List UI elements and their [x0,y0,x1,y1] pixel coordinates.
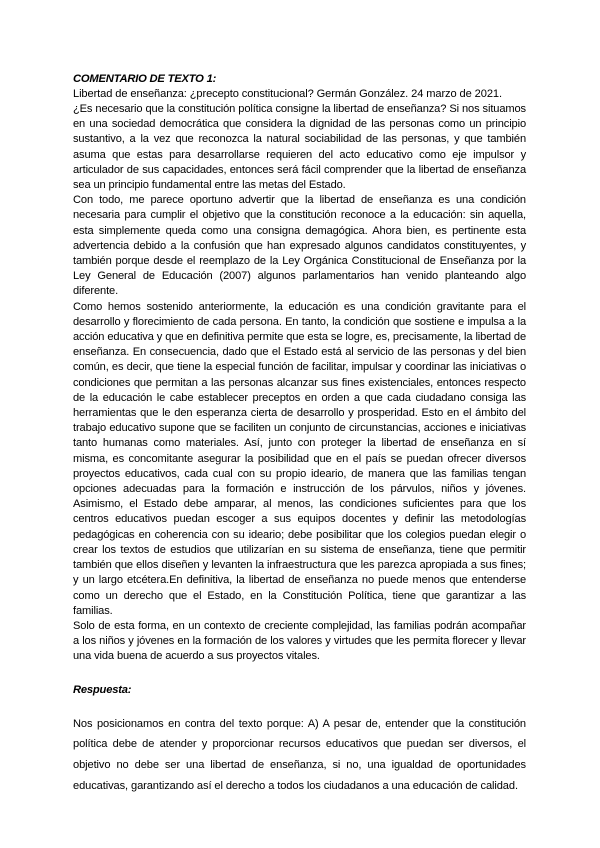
paragraph-4: Solo de esta forma, en un contexto de creciente complejidad, las familias podrán acompañar a los niños y jóvenes en la formación de los valores y virtudes que les permita florecer y llevar una vida buena de acuerdo a sus proyectos vitales. [73,619,526,663]
section-heading: COMENTARIO DE TEXTO 1: [73,73,217,85]
response-text: Nos posicionamos en contra del texto porque: A) A pesar de, entender que la constitución política debe de atender y proporcionar recursos educativos que puedan ser diversos, el objetivo no debe ser una libertad de enseñanza, si no, una igualdad de oportunidades educativas, garantizando así el derecho a todos los ciudadanos a una educación de calidad. [73,717,526,792]
response-heading: Respuesta: [73,683,132,696]
paragraph-2: Con todo, me parece oportuno advertir que la libertad de enseñanza es una condición necesaria para cumplir el objetivo que la constitución reconoce a la educación: sin aquella, esta simplemente queda como una consigna demagógica. Ahora bien, es pertinente esta advertencia debido a la confusión que han expresado algunos candidatos constituyentes, y también porque desde el reemplazo de la Ley Orgánica Constitucional de Enseñanza por la Ley General de Educación (2007) algunos parlamentarios han venido planteando algo diferente. [73,194,526,298]
source-citation: Libertad de enseñanza: ¿precepto constitucional? Germán González. 24 marzo de 2021. [73,88,502,100]
article-body [73,102,526,665]
paragraph-1: ¿Es necesario que la constitución política consigne la libertad de enseñanza? Si nos situamos en una sociedad democrática que considera la dignidad de las personas como un principio sustantivo, a la vez que reconozca la natural sociabilidad de las personas, y que también asuma que estas para desarrollarse requieren del acto educativo como eje impulsor y articulador de sus capacidades, entonces será fácil comprender que la libertad de enseñanza sea un principio fundamental entre las metas del Estado. [73,103,526,192]
paragraph-3: Como hemos sostenido anteriormente, la educación es una condición gravitante para el desarrollo y florecimiento de cada persona. En tanto, la condición que sostiene e impulsa a la acción educativa y que en definitiva permite que esta se logre, es, precisamente, la libertad de enseñanza. En consecuencia, dado que el Estado está al servicio de las personas y del bien común, es decir, que tiene la especial función de facilitar, impulsar y coordinar las iniciativas o condiciones que permitan a las personas alcanzar sus fines existenciales, entonces respecto de la educación le cabe establecer preceptos en orden a que cada ciudadano consiga las herramientas que le den esperanza cierta de desarrollo y prosperidad. Esto en el ámbito del trabajo educativo supone que se faciliten un conjunto de circunstancias, acciones e iniciativas tanto humanas como materiales. Así, junto con proteger la libertad de enseñanza en sí misma, es concomitante asegurar la posibilidad que en el país se puedan ofrecer diversos proyectos educativos, cada cual con su propio ideario, de manera que las familias tengan opciones adecuadas para la formación e instrucción de los párvulos, niños y jóvenes. Asimismo, el Estado debe amparar, al menos, las condiciones suficientes para que los centros educativos puedan escoger a sus equipos docentes y definir las metodologías pedagógicas en coherencia con su ideario; debe posibilitar que los colegios puedan elegir o crear los textos de estudios que utilizarían en su sistema de enseñanza, tiene que permitir también que ellos diseñen y levanten la infraestructura que les parezca apropiada a sus fines; y un largo etcétera.En definitiva, la libertad de enseñanza no puede menos que entenderse como un derecho que el Estado, en la Constitución Política, tiene que garantizar a las familias. [73,300,526,617]
